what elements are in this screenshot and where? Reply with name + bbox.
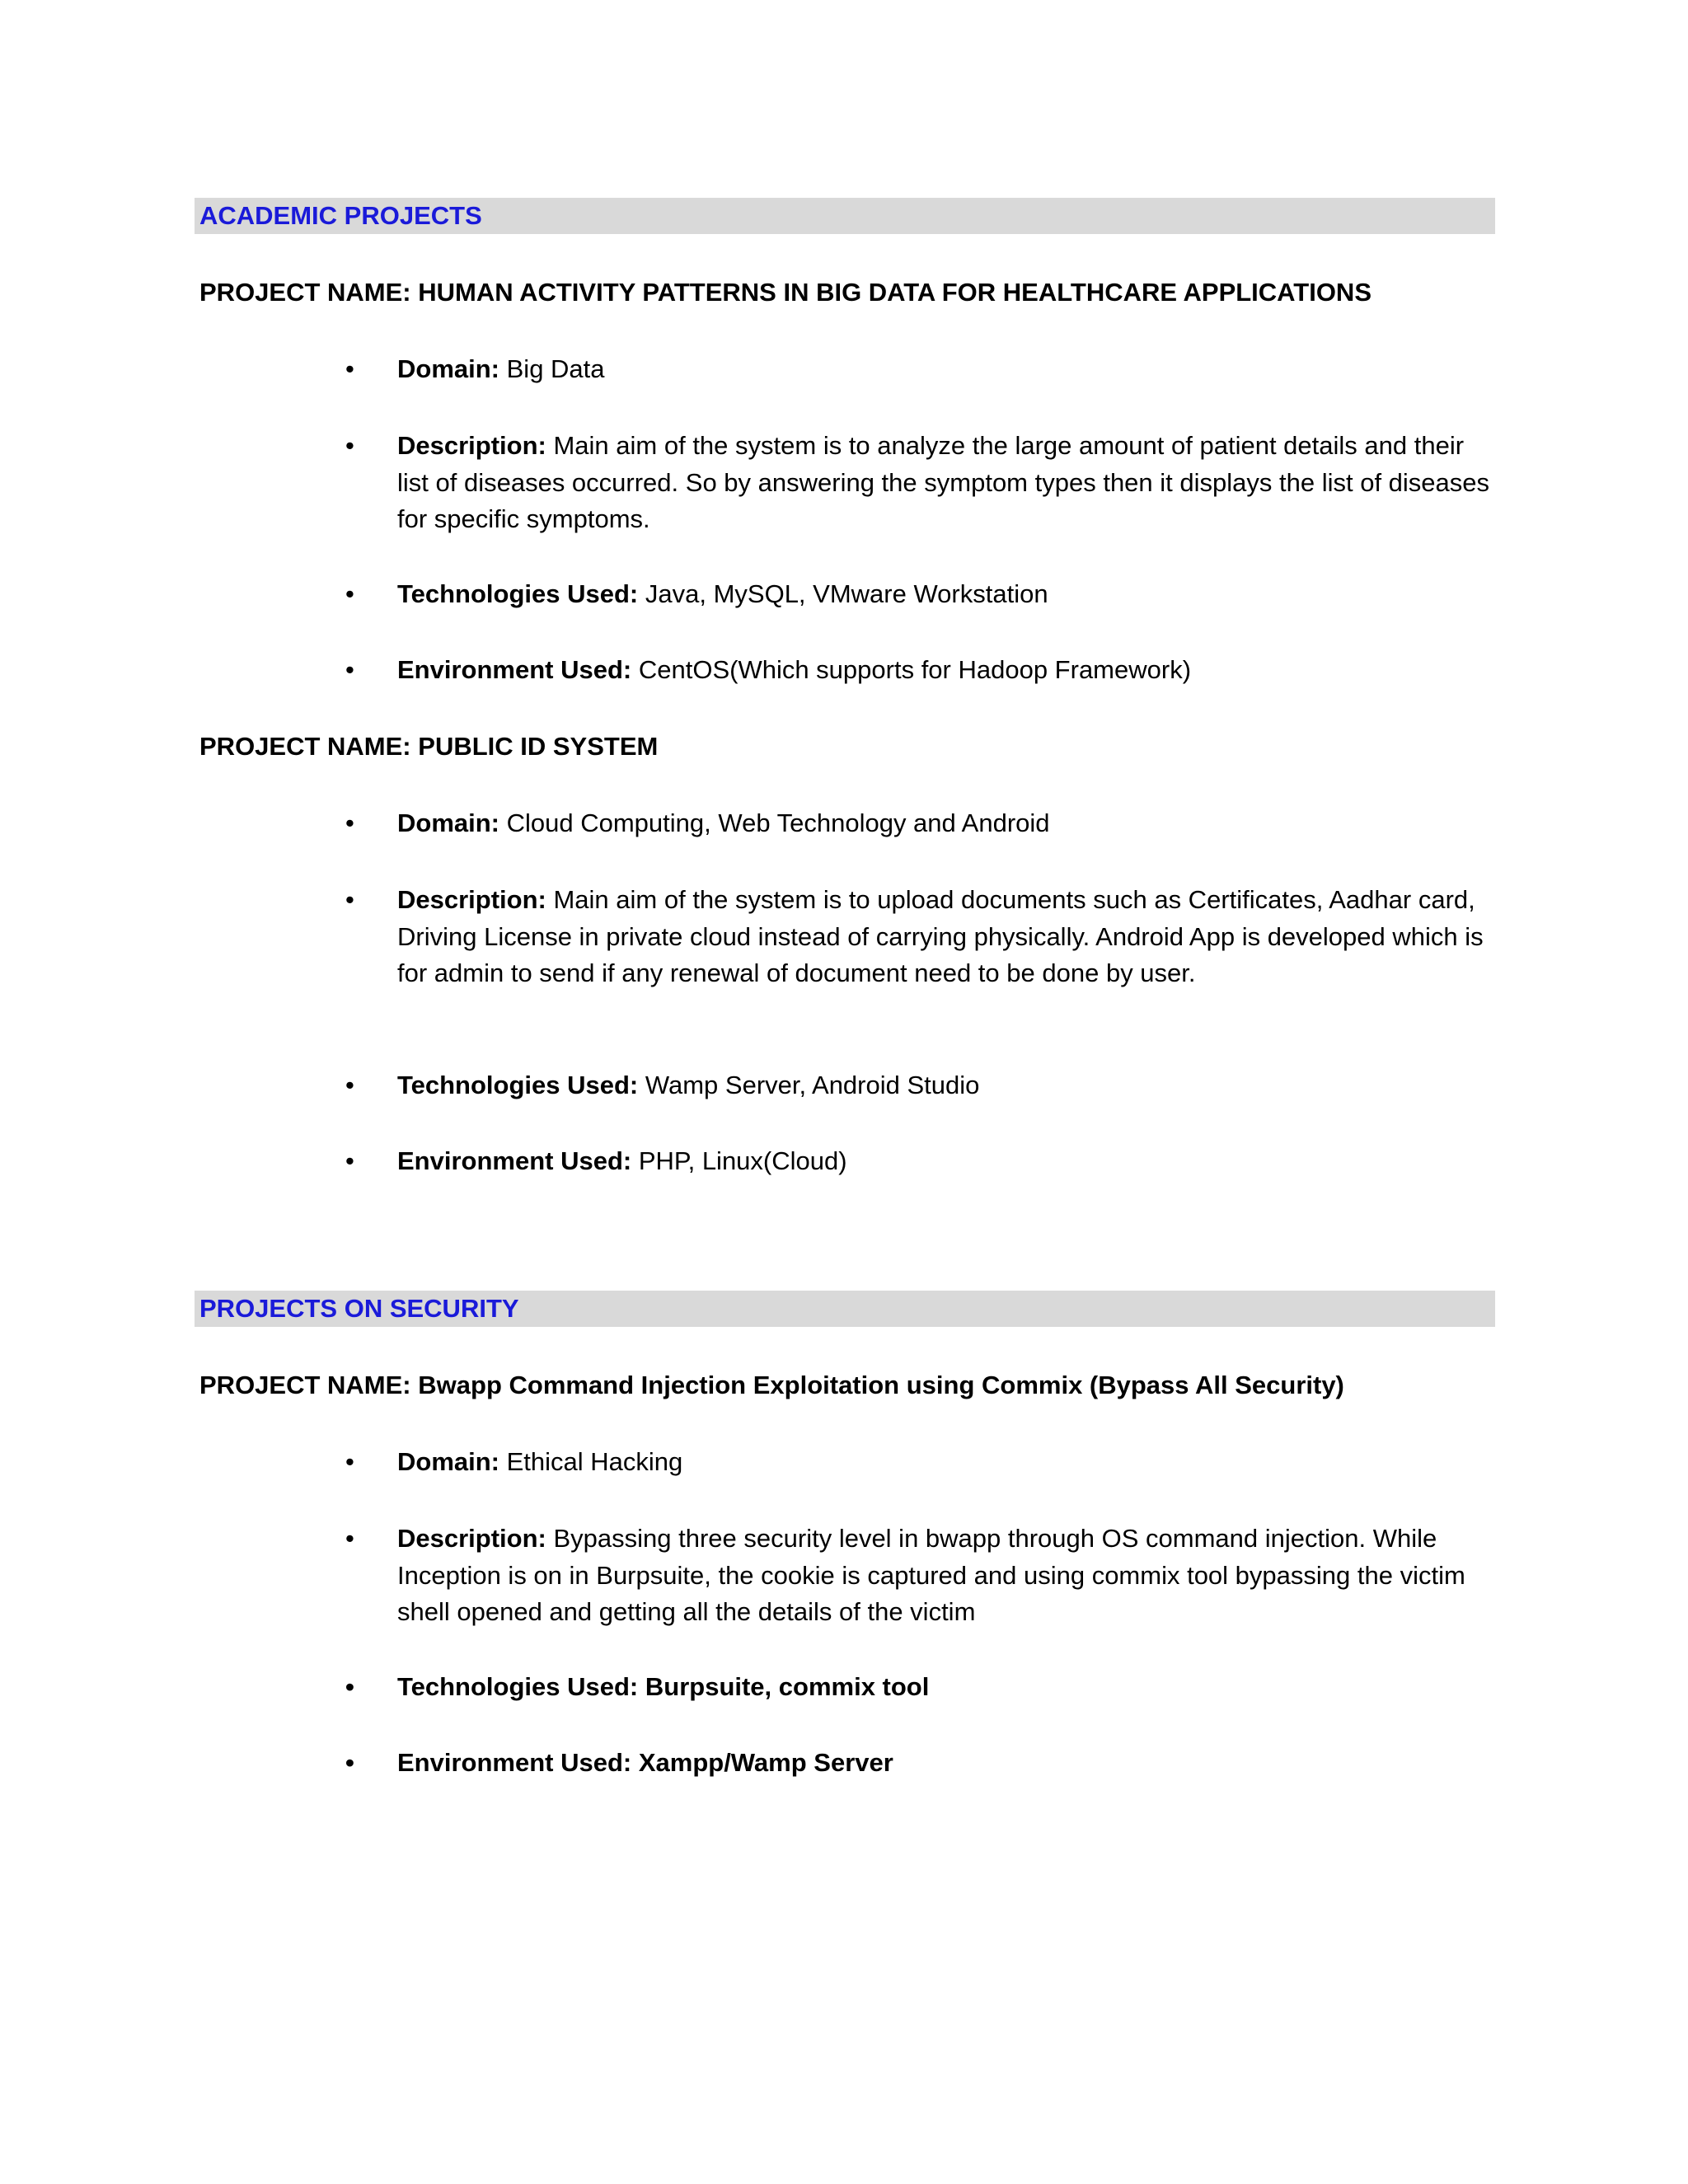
bullet-icon: •	[345, 808, 354, 837]
bullet-icon: •	[345, 1146, 354, 1175]
list-item-domain	[345, 805, 1502, 842]
description-value: Main aim of the system is to analyze the large amount of patient details and their list of diseases occurred. So by answering the symptom types then it displays the list of diseases for specific symptoms.	[397, 431, 1490, 533]
section-header-projects-on-security: PROJECTS ON SECURITY	[195, 1291, 1495, 1327]
description-label: Description:	[397, 431, 546, 460]
domain-label: Domain:	[397, 354, 499, 383]
list-item-technologies	[345, 576, 1502, 613]
technologies-value: Burpsuite, commix tool	[645, 1672, 930, 1701]
bullet-icon: •	[345, 354, 354, 383]
project-name-value: Bwapp Command Injection Exploitation using Commix (Bypass All Security)	[418, 1371, 1344, 1399]
list-item-technologies	[345, 1067, 1502, 1104]
bullet-icon: •	[345, 1672, 354, 1701]
list-item-domain	[345, 1444, 1502, 1481]
bullet-icon: •	[345, 1524, 354, 1553]
project-name-label: PROJECT NAME:	[199, 732, 411, 761]
bullet-icon: •	[345, 579, 354, 608]
project-name-value: PUBLIC ID SYSTEM	[418, 732, 659, 761]
environment-value: CentOS(Which supports for Hadoop Framework)	[638, 655, 1192, 684]
project-name-label: PROJECT NAME:	[199, 1371, 411, 1399]
list-item-technologies	[345, 1669, 1502, 1706]
domain-value: Ethical Hacking	[506, 1447, 683, 1476]
technologies-label: Technologies Used:	[397, 579, 639, 608]
project-name-heading	[199, 1367, 1495, 1404]
section-header-academic-projects: ACADEMIC PROJECTS	[195, 198, 1495, 234]
technologies-label: Technologies Used:	[397, 1071, 639, 1099]
environment-value: Xampp/Wamp Server	[638, 1748, 893, 1777]
environment-label: Environment Used:	[397, 1146, 632, 1175]
project-name-label: PROJECT NAME:	[199, 278, 411, 307]
environment-value: PHP, Linux(Cloud)	[638, 1146, 847, 1175]
bullet-icon: •	[345, 1748, 354, 1777]
domain-value: Cloud Computing, Web Technology and Android	[506, 808, 1050, 837]
domain-value: Big Data	[506, 354, 605, 383]
project-name-value: HUMAN ACTIVITY PATTERNS IN BIG DATA FOR HEALTHCARE APPLICATIONS	[418, 278, 1372, 307]
technologies-label: Technologies Used:	[397, 1672, 639, 1701]
list-item-description	[345, 1521, 1502, 1631]
project-name-heading	[199, 274, 1495, 311]
environment-label: Environment Used:	[397, 1748, 632, 1777]
environment-label: Environment Used:	[397, 655, 632, 684]
bullet-icon: •	[345, 885, 354, 914]
list-item-environment	[345, 1745, 1502, 1782]
bullet-icon: •	[345, 431, 354, 460]
domain-label: Domain:	[397, 1447, 499, 1476]
description-label: Description:	[397, 1524, 546, 1553]
description-value: Main aim of the system is to upload documents such as Certificates, Aadhar card, Driving License in private cloud instead of carrying physically. Android App is developed which is for admin to send if any renewal of document need to be done by user.	[397, 885, 1484, 987]
list-item-description	[345, 882, 1502, 992]
list-item-description	[345, 428, 1502, 538]
list-item-environment	[345, 652, 1502, 689]
technologies-value: Java, MySQL, VMware Workstation	[645, 579, 1048, 608]
list-item-environment	[345, 1143, 1502, 1180]
list-item-domain	[345, 351, 1502, 388]
bullet-icon: •	[345, 1447, 354, 1476]
bullet-icon: •	[345, 1071, 354, 1099]
description-value: Bypassing three security level in bwapp through OS command injection. While Inception is on in Burpsuite, the cookie is captured and using commix tool bypassing the victim shell opened and getting all the details of the victim	[397, 1524, 1465, 1626]
domain-label: Domain:	[397, 808, 499, 837]
description-label: Description:	[397, 885, 546, 914]
project-name-heading	[199, 729, 1495, 765]
technologies-value: Wamp Server, Android Studio	[645, 1071, 980, 1099]
bullet-icon: •	[345, 655, 354, 684]
